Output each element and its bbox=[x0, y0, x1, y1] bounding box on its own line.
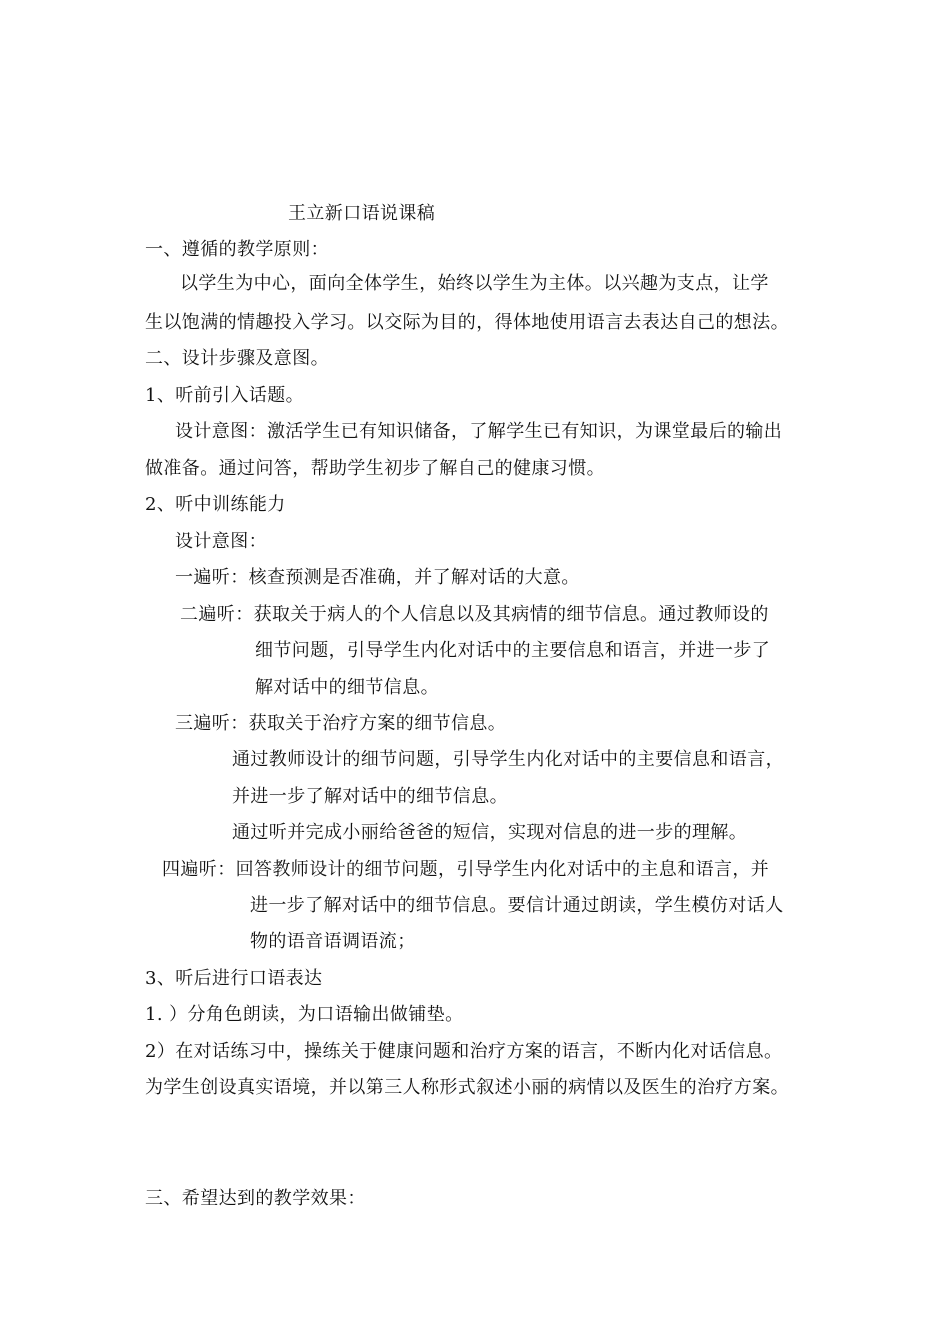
listen-pass-4-line: 四遍听：回答教师设计的细节问题，引导学生内化对话中的主息和语言，并 bbox=[162, 859, 770, 880]
listen-pass-2-line: 细节问题，引导学生内化对话中的主要信息和语言，并进一步了 bbox=[255, 640, 771, 661]
step2-intent-label: 设计意图： bbox=[175, 531, 267, 552]
listen-pass-3-line: 并进一步了解对话中的细节信息。 bbox=[232, 786, 508, 807]
document-title: 王立新口语说课稿 bbox=[288, 203, 436, 224]
step3-heading: 3、听后进行口语表达 bbox=[145, 968, 323, 989]
step3-item-2-continued: 为学生创设真实语境，并以第三人称形式叙述小丽的病情以及医生的治疗方案。 bbox=[145, 1077, 789, 1098]
section1-paragraph-line: 以学生为中心，面向全体学生，始终以学生为主体。以兴趣为支点，让学 bbox=[180, 273, 769, 294]
step1-intent-line: 做准备。通过问答，帮助学生初步了解自己的健康习惯。 bbox=[145, 458, 605, 479]
listen-pass-2-line: 解对话中的细节信息。 bbox=[255, 677, 439, 698]
step1-heading: 1、听前引入话题。 bbox=[145, 385, 305, 406]
step3-item-1: 1. ）分角色朗读，为口语输出做铺垫。 bbox=[145, 1004, 464, 1025]
listen-pass-3-line: 三遍听：获取关于治疗方案的细节信息。 bbox=[175, 713, 507, 734]
section1-heading: 一、遵循的教学原则： bbox=[145, 239, 329, 260]
step1-intent-line: 设计意图：激活学生已有知识储备，了解学生已有知识，为课堂最后的输出 bbox=[175, 421, 783, 442]
section2-heading: 二、设计步骤及意图。 bbox=[145, 348, 329, 369]
listen-pass-4-line: 物的语音语调语流； bbox=[250, 931, 416, 952]
section1-paragraph-line: 生以饱满的情趣投入学习。以交际为目的，得体地使用语言去表达自己的想法。 bbox=[145, 312, 789, 333]
listen-pass-2-line: 二遍听：获取关于病人的个人信息以及其病情的细节信息。通过教师设的 bbox=[180, 604, 769, 625]
listen-pass-1: 一遍听：核查预测是否准确，并了解对话的大意。 bbox=[175, 567, 580, 588]
listen-pass-4-line: 进一步了解对话中的细节信息。要信计通过朗读，学生模仿对话人 bbox=[250, 895, 784, 916]
step2-heading: 2、听中训练能力 bbox=[145, 494, 286, 515]
listen-pass-3-line: 通过教师设计的细节问题，引导学生内化对话中的主要信息和语言， bbox=[232, 749, 784, 770]
section3-heading: 三、希望达到的教学效果： bbox=[145, 1188, 366, 1209]
listen-pass-3-line: 通过听并完成小丽给爸爸的短信，实现对信息的进一步的理解。 bbox=[232, 822, 748, 843]
step3-item-2: 2）在对话练习中，操练关于健康问题和治疗方案的语言，不断内化对话信息。 bbox=[145, 1041, 783, 1062]
